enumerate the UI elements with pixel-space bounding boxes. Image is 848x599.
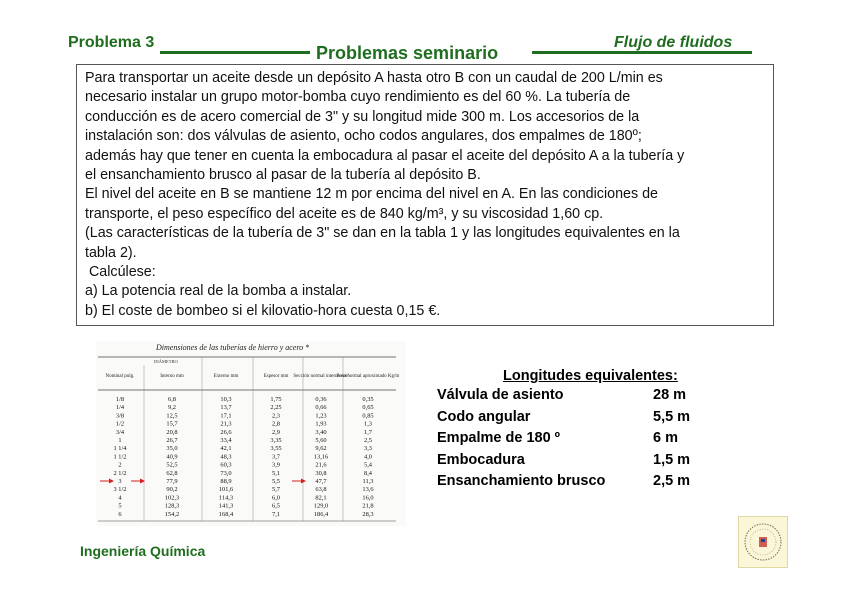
table-header-row bbox=[106, 373, 400, 379]
table-cell: 21,8 bbox=[362, 502, 374, 510]
table-cell: 186,4 bbox=[313, 510, 329, 518]
table-cell: 1 bbox=[118, 437, 122, 444]
equiv-row bbox=[437, 387, 737, 409]
table-cell: 9,2 bbox=[168, 404, 176, 412]
table-cell: 1 1/4 bbox=[113, 445, 127, 453]
equiv-row bbox=[437, 430, 737, 452]
table-group-header: DIÁMETRO bbox=[154, 359, 178, 364]
problem-line: conducción es de acero comercial de 3" y su longitud mide 300 m. Los accesorios de la bbox=[85, 108, 640, 125]
table-cell: 2,5 bbox=[364, 437, 372, 444]
equiv-value: 5,5 m bbox=[653, 408, 691, 425]
equiv-row bbox=[437, 473, 737, 495]
table-body bbox=[114, 396, 374, 518]
problem-statement bbox=[76, 64, 774, 326]
table-column-header: Espesor mm bbox=[263, 374, 289, 379]
university-seal-icon bbox=[738, 516, 788, 568]
table-column-header: Peso normal aproximado Kg/m bbox=[336, 374, 400, 379]
table-cell: 3/4 bbox=[115, 428, 125, 436]
table-cell: 2,9 bbox=[272, 428, 280, 436]
table-cell: 1/4 bbox=[115, 404, 125, 412]
table-cell: 2 bbox=[118, 461, 122, 469]
table-cell: 30,8 bbox=[315, 469, 327, 477]
problem-line: tabla 2). bbox=[85, 244, 137, 261]
table-cell: 2 1/2 bbox=[113, 469, 127, 477]
table-cell: 5,5 bbox=[272, 478, 280, 485]
table-cell: 15,7 bbox=[166, 420, 178, 428]
table-cell: 9,62 bbox=[315, 445, 327, 453]
table-cell: 47,7 bbox=[315, 478, 327, 485]
table-cell: 102,3 bbox=[164, 494, 180, 502]
problem-line: Calcúlese: bbox=[85, 264, 156, 281]
table-cell: 3,3 bbox=[364, 445, 372, 453]
table-cell: 26,7 bbox=[166, 437, 178, 444]
footer-subject: Ingeniería Química bbox=[80, 543, 206, 559]
table-cell: 48,3 bbox=[220, 453, 232, 461]
problem-line: instalación son: dos válvulas de asiento, ocho codos angulares, dos empalmes de 180º; bbox=[85, 128, 642, 145]
table-cell: 6 bbox=[118, 510, 122, 518]
table-cell: 0,85 bbox=[362, 412, 374, 420]
equiv-value: 6 m bbox=[653, 430, 678, 446]
table-cell: 42,1 bbox=[220, 445, 232, 453]
table-cell: 28,3 bbox=[362, 510, 374, 518]
table-cell: 6,5 bbox=[272, 502, 280, 510]
equiv-value: 2,5 m bbox=[653, 473, 691, 489]
table-cell: 82,1 bbox=[315, 494, 327, 502]
table-cell: 0,65 bbox=[362, 404, 374, 412]
table-cell: 20,8 bbox=[166, 428, 178, 436]
page-title: Problemas seminario bbox=[316, 43, 499, 63]
equiv-label: Empalme de 180 º bbox=[437, 430, 560, 446]
table-cell: 114,3 bbox=[218, 494, 234, 502]
table-cell: 62,8 bbox=[166, 469, 178, 477]
table-cell: 141,3 bbox=[218, 502, 234, 510]
table-cell: 101,6 bbox=[218, 486, 234, 494]
table-cell: 88,9 bbox=[220, 478, 232, 485]
table-cell: 6,8 bbox=[168, 396, 176, 403]
table-cell: 2,25 bbox=[270, 404, 282, 412]
table-cell: 5,1 bbox=[272, 469, 280, 477]
table-cell: 26,6 bbox=[220, 428, 232, 436]
table-cell: 3,35 bbox=[270, 437, 282, 444]
equiv-value: 28 m bbox=[653, 387, 687, 403]
table-cell: 5,60 bbox=[315, 437, 327, 444]
table-cell: 0,36 bbox=[315, 396, 327, 403]
table-column-header: Interno mm bbox=[160, 374, 184, 379]
pipe-dimensions-table bbox=[96, 341, 406, 526]
table-cell: 63,8 bbox=[315, 486, 327, 494]
table-cell: 1/2 bbox=[115, 420, 125, 428]
table-cell: 1,93 bbox=[315, 420, 327, 428]
highlight-arrow-head bbox=[301, 479, 306, 484]
table-cell: 128,3 bbox=[164, 502, 180, 510]
table-cell: 52,5 bbox=[166, 461, 178, 469]
table-column-header: Externo mm bbox=[213, 374, 239, 379]
table-cell: 35,0 bbox=[166, 445, 178, 453]
equiv-value: 1,5 m bbox=[653, 451, 691, 468]
table-cell: 77,9 bbox=[166, 478, 178, 485]
equivalents-title: Longitudes equivalentes bbox=[503, 368, 673, 384]
problem-line: (Las características de la tubería de 3" se dan en la tabla 1 y las longitudes equivalentes en la bbox=[85, 225, 680, 242]
table-cell: 90,2 bbox=[166, 486, 178, 494]
table-cell: 3,7 bbox=[272, 453, 280, 461]
table-column-header: Sección normal interna cm² bbox=[293, 374, 349, 379]
equivalent-lengths: Longitudes equivalentes: Válvula de asiento 28 m Codo angular 5,5 m Empalme de 180 º 6 m Embocadura 1,5 m Ensanchamiento brusco 2,5 m bbox=[437, 368, 737, 495]
header-problem-number: Problema 3 bbox=[68, 34, 155, 51]
problem-line: a) La potencia real de la bomba a instalar. bbox=[85, 283, 352, 300]
table-cell: 1/8 bbox=[115, 396, 125, 403]
table-cell: 2,8 bbox=[272, 420, 280, 428]
table-cell: 13,7 bbox=[220, 404, 232, 412]
table-cell: 1 1/2 bbox=[113, 453, 127, 461]
table-cell: 10,3 bbox=[220, 396, 232, 403]
table-cell: 17,1 bbox=[220, 412, 232, 420]
table-cell: 16,0 bbox=[362, 494, 374, 502]
table-cell: 8,4 bbox=[364, 469, 372, 477]
table-cell: 154,2 bbox=[164, 510, 180, 518]
header-rule-left bbox=[160, 51, 310, 54]
table-cell: 3 1/2 bbox=[113, 486, 127, 494]
table-cell: 40,9 bbox=[166, 453, 178, 461]
equiv-row bbox=[437, 409, 737, 431]
table-cell: 3,55 bbox=[270, 445, 282, 453]
table-cell: 1,7 bbox=[364, 428, 372, 436]
table-cell: 33,4 bbox=[220, 437, 232, 444]
problem-line: Para transportar un aceite desde un depósito A hasta otro B con un caudal de 200 L/min es bbox=[85, 70, 663, 86]
highlight-arrow-head bbox=[109, 479, 114, 484]
equiv-label: Ensanchamiento brusco bbox=[437, 473, 606, 489]
table-title: Dimensiones de las tuberías de hierro y acero * bbox=[156, 343, 310, 352]
problem-line: transporte, el peso específico del aceite es de 840 kg/m³, y su viscosidad 1,60 cp. bbox=[85, 205, 604, 222]
equiv-label: Codo angular bbox=[437, 408, 531, 425]
problem-line: b) El coste de bombeo si el kilovatio-hora cuesta 0,15 €. bbox=[85, 302, 441, 319]
table-cell: 6,0 bbox=[272, 494, 280, 502]
table-cell: 60,3 bbox=[220, 461, 232, 469]
table-cell: 4 bbox=[118, 494, 122, 502]
table-cell: 1,3 bbox=[364, 420, 372, 428]
table-cell: 2,3 bbox=[272, 412, 280, 420]
table-cell: 0,66 bbox=[315, 404, 327, 412]
table-cell: 13,16 bbox=[313, 453, 329, 461]
equiv-label: Embocadura bbox=[437, 451, 525, 468]
table-cell: 3/8 bbox=[115, 412, 125, 420]
table-cell: 4,0 bbox=[364, 453, 372, 461]
table-cell: 3,40 bbox=[315, 428, 327, 436]
table-cell: 168,4 bbox=[218, 510, 234, 518]
table-cell: 3,9 bbox=[272, 461, 280, 469]
header-topic: Flujo de fluidos bbox=[614, 34, 733, 51]
table-cell: 1,75 bbox=[270, 396, 282, 403]
problem-line: necesario instalar un grupo motor-bomba cuyo rendimiento es del 60 %. La tubería de bbox=[85, 89, 631, 106]
table-cell: 21,6 bbox=[315, 461, 327, 469]
problem-line: el ensanchamiento brusco al pasar de la tubería al depósito B. bbox=[85, 167, 481, 184]
table-cell: 73,0 bbox=[220, 469, 232, 477]
highlight-arrow-head bbox=[140, 479, 145, 484]
equiv-row bbox=[437, 452, 737, 474]
table-cell: 13,6 bbox=[362, 486, 374, 494]
table-column-header: Nominal pulg. bbox=[105, 374, 135, 379]
table-cell: 7,1 bbox=[272, 510, 280, 518]
table-cell: 1,23 bbox=[315, 412, 327, 420]
table-cell: 5,4 bbox=[364, 461, 372, 469]
table-cell: 5,7 bbox=[272, 486, 280, 494]
table-cell: 3 bbox=[118, 478, 122, 485]
table-cell: 0,35 bbox=[362, 396, 374, 403]
seal-crest bbox=[761, 539, 765, 542]
table-cell: 5 bbox=[118, 502, 122, 510]
table-cell: 11,3 bbox=[362, 478, 374, 485]
table-cell: 21,3 bbox=[220, 420, 232, 428]
problem-line: además hay que tener en cuenta la embocadura al pasar el aceite del depósito A a la tubería y bbox=[85, 147, 685, 164]
equiv-label: Válvula de asiento bbox=[437, 387, 564, 403]
table-cell: 129,0 bbox=[313, 502, 329, 510]
problem-line: El nivel del aceite en B se mantiene 12 m por encima del nivel en A. En las condiciones de bbox=[85, 186, 659, 203]
table-cell: 12,5 bbox=[166, 412, 178, 420]
